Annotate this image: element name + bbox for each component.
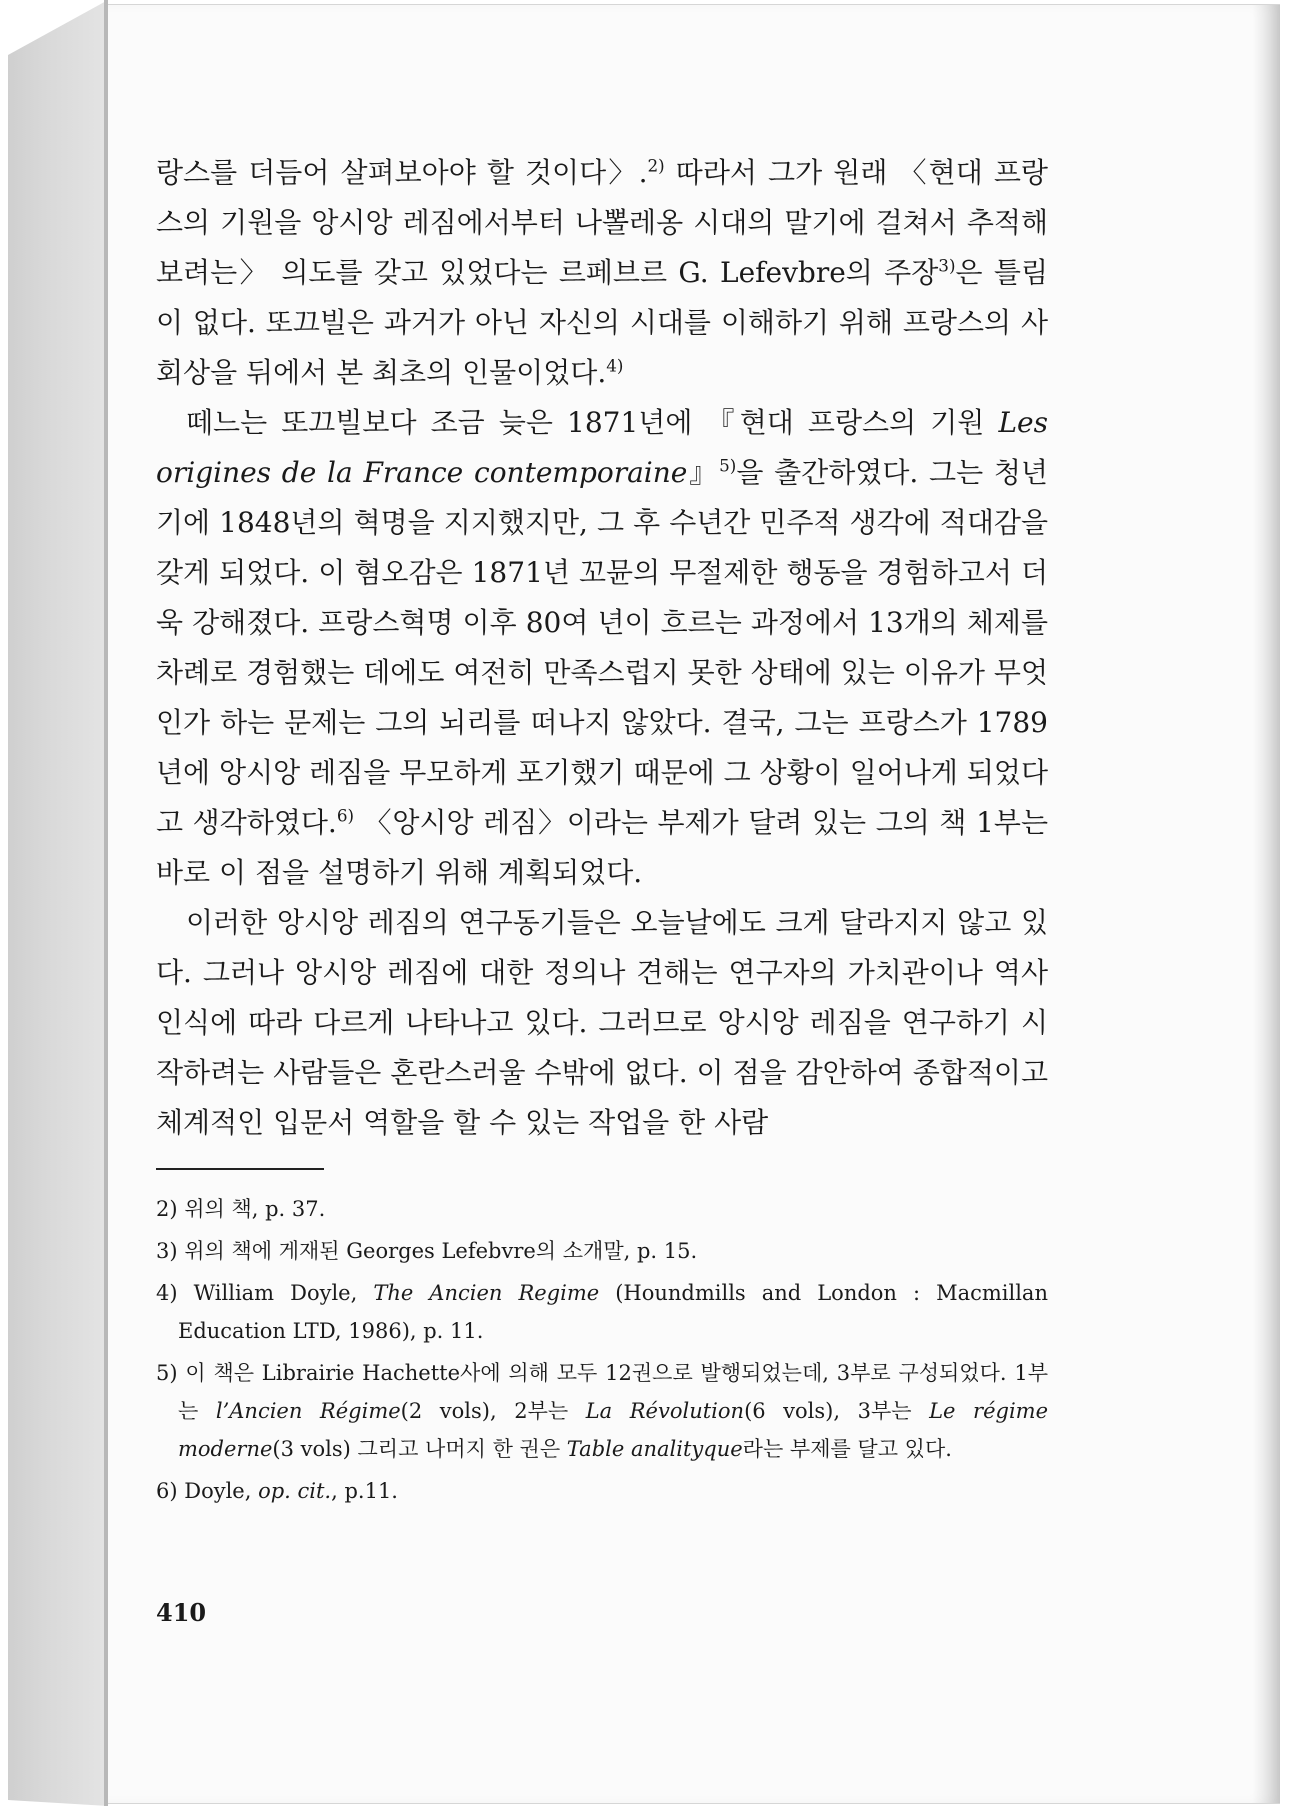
footnote-rule [156,1168,324,1170]
paragraph-1: 랑스를 더듬어 살펴보아야 할 것이다〉.$^{2)}$ 따라서 그가 원래 〈현대 프랑스의 기원을 앙시앙 레짐에서부터 나뽈레옹 시대의 말기에 걸쳐서 추적해보려는〉 의도를 갖고 있었다는 르페브르 G. Lefevbre의 주장$^{3)}$은 틀림이 없다. 또끄빌은 과거가 아닌 자신의 시대를 이해하기 위해 프랑스의 사회상을 뒤에서 본 최초의 인물이었다.$^{4)}$ [156,155,1048,389]
footnote-ref: 3) [938,255,956,276]
page-shadow [1252,5,1280,1803]
footnote-4: 4) William Doyle, The Ancien Regime (Houndmills and London : Macmillan Education LTD, 1986), p. 11. [156,1281,1048,1343]
footnote-2: 2) 위의 책, p. 37. [156,1197,326,1221]
book-spine [8,0,108,1806]
footnotes [156,1190,1048,1514]
footnote-ref: 2) [647,155,665,176]
body-text [156,148,1048,1148]
footnote-3: 3) 위의 책에 게재된 Georges Lefebvre의 소개말, p. 15. [156,1239,698,1263]
paragraph-2: 떼느는 또끄빌보다 조금 늦은 1871년에 『현대 프랑스의 기원 Les origines de la France contemporaine』$^{5)}$을 출간하였다. 그는 청년기에 1848년의 혁명을 지지했지만, 그 후 수년간 민주적 생각에 적대감을 갖게 되었다. 이 혐오감은 1871년 꼬뮨의 무절제한 행동을 경험하고서 더욱 강해졌다. 프랑스혁명 이후 80여 년이 흐르는 과정에서 13개의 체제를 차례로 경험했는 데에도 여전히 만족스럽지 못한 상태에 있는 이유가 무엇인가 하는 문제는 그의 뇌리를 떠나지 않았다. 결국, 그는 프랑스가 1789년에 앙시앙 레짐을 무모하게 포기했기 때문에 그 상황이 일어나게 되었다고 생각하였다.$^{6)}$ 〈앙시앙 레짐〉이라는 부제가 달려 있는 그의 책 1부는 바로 이 점을 설명하기 위해 계획되었다. [156,406,1049,889]
footnote-ref: 6) [336,805,355,826]
paragraph-3: 이러한 앙시앙 레짐의 연구동기들은 오늘날에도 크게 달라지지 않고 있다. 그러나 앙시앙 레짐에 대한 정의나 견해는 연구자의 가치관이나 역사인식에 따라 다르게 나타나고 있다. 그러므로 앙시앙 레짐을 연구하기 시작하려는 사람들은 혼란스러울 수밖에 없다. 이 점을 감안하여 종합적이고 체계적인 입문서 역할을 할 수 있는 작업을 한 사람 [156,906,1048,1139]
footnote-ref: 5) [719,455,737,476]
page-number: 410 [156,1598,207,1627]
footnote-ref: 4) [606,355,624,376]
footnote-5: 5) 이 책은 Librairie Hachette사에 의해 모두 12권으로 발행되었는데, 3부로 구성되었다. 1부는 l’Ancien Régime(2 vols), 2부는 La Révolution(6 vols), 3부는 Le régime moderne(3 vols) 그리고 나머지 한 권은 Table analityque라는 부제를 달고 있다. [156,1361,1049,1461]
book-title: Les origines de la France contemporaine [156,406,1048,489]
footnote-6: 6) Doyle, op. cit., p.11. [156,1479,398,1503]
